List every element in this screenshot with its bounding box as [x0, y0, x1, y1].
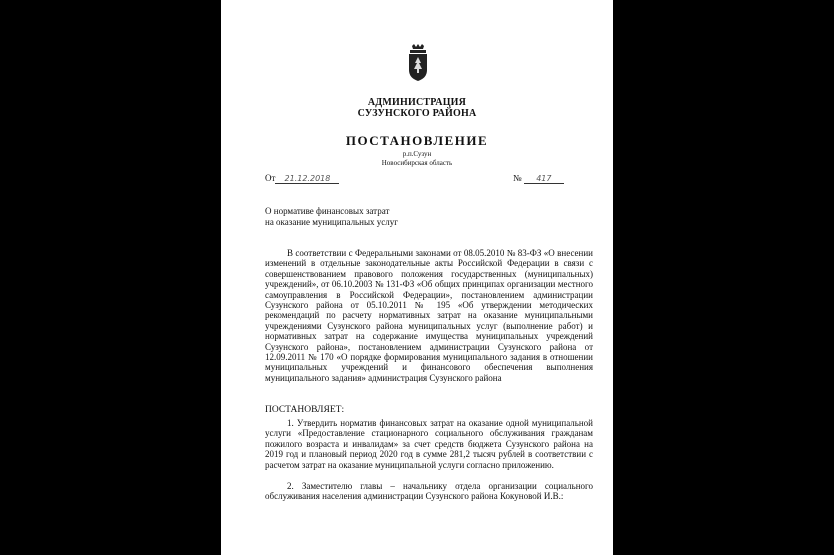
coat-of-arms-emblem: [407, 44, 429, 82]
resolves-heading: ПОСТАНОВЛЯЕТ:: [265, 405, 345, 415]
document-type: ПОСТАНОВЛЕНИЕ: [345, 133, 489, 148]
preamble-paragraph: В соответствии с Федеральными законами от 08.05.2010 № 83-ФЗ «О внесении изменений в отдельные законодательные акты Российской Федерации в связи с совершенствованием правового положения государственных (муниципальных) учреждений», от 06.10.2003 № 131-ФЗ «Об общих принципах организации местного самоуправления в Российской Федерации», постановлением администрации Сузунского района от 05.10.2011 № 195 «Об утверждении методических рекомендаций по расчету нормативных затрат на оказание муниципальными учреждениями Сузунского района муниципальных услуг (выполнение работ) и нормативных затрат на содержание имущества муниципальных учреждений Сузунского района», постановлением администрации Сузунского района от 12.09.2011 № 170 «О порядке формирования муниципального задания в отношении муниципальных учреждений и финансового обеспечения выполнения муниципального задания» администрация Сузунского района: [265, 248, 593, 383]
place: [221, 150, 613, 168]
number-prefix: №: [513, 173, 522, 183]
subject-line-2: на оказание муниципальных услуг: [265, 217, 398, 227]
item-2-paragraph: 2. Заместителю главы – начальнику отдела организации социального обслуживания населения администрации Сузунского района Кокуновой И.В.:: [265, 481, 593, 502]
organization-name: [221, 97, 613, 119]
place-line-1: р.п.Сузун: [402, 150, 432, 158]
date-field: [265, 173, 339, 184]
number-value: 417: [524, 174, 564, 184]
org-line-2: СУЗУНСКОГО РАЙОНА: [357, 108, 477, 119]
number-field: [513, 173, 564, 184]
org-line-1: АДМИНИСТРАЦИЯ: [367, 97, 467, 108]
document-subject: [265, 206, 465, 228]
date-prefix: От: [265, 173, 276, 183]
subject-line-1: О нормативе финансовых затрат: [265, 206, 390, 216]
document-page: [221, 0, 613, 555]
item-1-paragraph: 1. Утвердить норматив финансовых затрат на оказание одной муниципальной услуги «Предоставление стационарного социального обслуживания гражданам пожилого возраста и инвалидам» за счет средств бюджета Сузунского района на 2019 год и плановый период 2020 год в сумме 281,2 тысяч рублей в соответствии с расчетом затрат на оказание муниципальной услуги согласно приложению.: [265, 418, 593, 470]
date-value: 21.12.2018: [275, 174, 339, 184]
place-line-2: Новосибирская область: [381, 159, 453, 167]
